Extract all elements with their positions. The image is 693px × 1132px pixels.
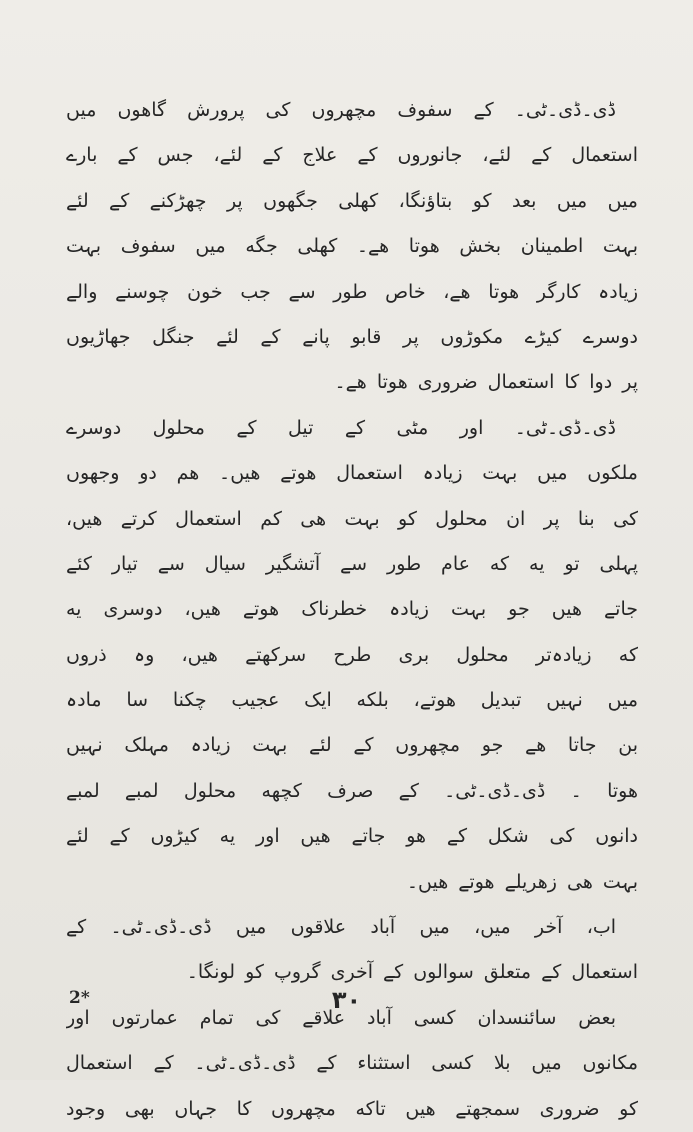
text-line-12: جاتے ھیں جو بہت زیادہ خطرناک ھوتے ھیں، دوسری یه bbox=[66, 598, 638, 621]
text-line-21: بعض سائنسدان کسی آباد علاقے کی تمام عمارتوں اور bbox=[66, 1006, 616, 1029]
text-line-22: مکانوں میں بلا کسی استثناء کے ڈی۔ڈی۔ٹی۔ کے استعمال bbox=[66, 1052, 638, 1075]
text-line-13: که زیادہ‌تر محلول بری طرح سرکھتے ھیں، وہ ذروں bbox=[66, 643, 638, 666]
text-line-3: میں میں بعد کو بتاؤنگا، کھلی جگھوں پر چھڑکنے کے لئے bbox=[66, 189, 638, 212]
text-line-1: ڈی۔ڈی۔ٹی۔ کے سفوف مچھروں کی پرورش گاھوں میں bbox=[66, 99, 616, 121]
text-line-5: زیادہ کارگر ھوتا ھے، خاص طور سے جب خون چوسنے والے bbox=[66, 280, 638, 303]
body-text bbox=[66, 88, 638, 1132]
text-line-6: دوسرے کیڑے مکوڑوں پر قابو پانے کے لئے جنگل جھاڑیوں bbox=[66, 325, 638, 348]
text-line-4: بہت اطمینان بخش ھوتا ھے۔ کھلی جگه میں سفوف بہت bbox=[66, 235, 638, 258]
text-line-11: پہلی تو یه که عام طور سے آتشگیر سیال سے تیار کئے bbox=[66, 552, 638, 575]
text-line-16: ھوتا ۔ ڈی۔ڈی۔ٹی۔ کے صرف کچھه محلول لمبے لمبے bbox=[66, 779, 638, 802]
text-line-7: پر دوا کا استعمال ضروری ھوتا ھے۔ bbox=[334, 371, 638, 394]
page-number: ۳۰ bbox=[331, 986, 362, 1014]
text-line-17: دانوں کی شکل کے ھو جاتے ھیں اور یه کیڑوں کے لئے bbox=[66, 825, 638, 848]
signature-mark: 2* bbox=[69, 988, 90, 1008]
text-line-18: بہت ھی زھریلے ھوتے ھیں۔ bbox=[406, 870, 638, 893]
text-line-19: اب، آخر میں، میں آباد علاقوں میں ڈی۔ڈی۔ٹی۔ کے bbox=[66, 916, 616, 939]
text-line-8: ڈی۔ڈی۔ٹی۔ اور مٹی کے تیل کے محلول دوسرے bbox=[66, 416, 616, 439]
text-line-23: کو ضروری سمجھتے ھیں تاکه مچھروں کا جہاں بھی وجود bbox=[66, 1097, 638, 1120]
text-line-2: استعمال کے لئے، جانوروں کے علاج کے لئے، جس کے بارے bbox=[66, 144, 638, 167]
text-line-15: بن جاتا ھے جو مچھروں کے لئے بہت زیادہ مہلک نہیں bbox=[66, 734, 638, 757]
text-line-9: ملکوں میں بہت زیادہ استعمال ھوتے ھیں۔ ھم دو وجھوں bbox=[66, 462, 638, 485]
text-line-10: کی بنا پر ان محلول کو بہت ھی کم استعمال کرتے ھیں، bbox=[66, 507, 638, 530]
text-line-14: میں نہیں تبدیل ھوتے، بلکه ایک عجیب چکنا سا مادہ bbox=[66, 689, 638, 712]
text-line-20: استعمال کے متعلق سوالوں کے آخری گروپ کو لونگا۔ bbox=[186, 961, 638, 984]
